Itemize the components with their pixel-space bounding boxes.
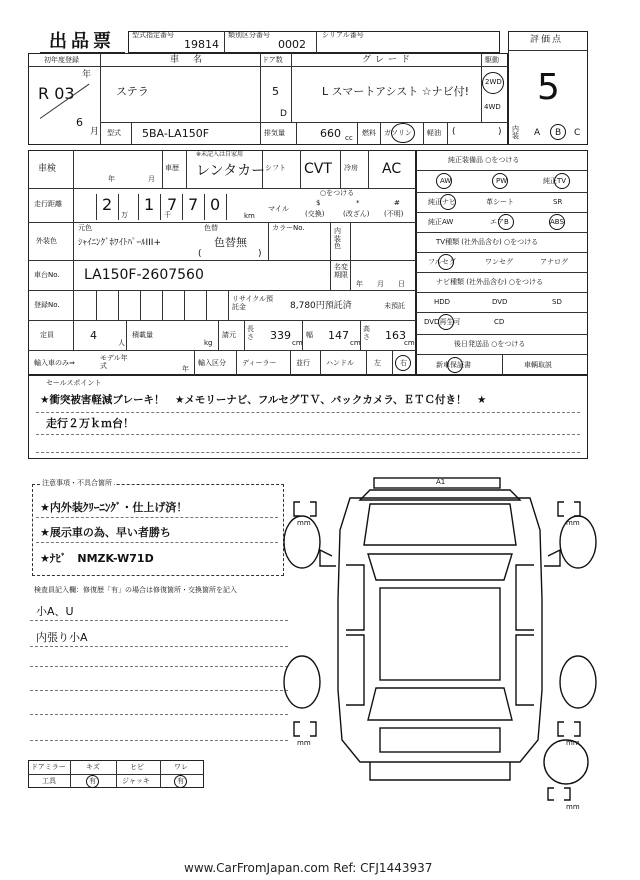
km-unit: km bbox=[244, 212, 255, 220]
model-label: 型式 bbox=[107, 129, 121, 137]
nav-circle bbox=[438, 314, 454, 330]
meter-unknown-sym: # bbox=[394, 199, 400, 207]
fuel-circle bbox=[391, 123, 415, 143]
mm-label: mm bbox=[297, 519, 311, 527]
mileage-digit: 0 bbox=[210, 195, 221, 214]
mm-label: mm bbox=[566, 519, 580, 527]
nav-cd: CD bbox=[494, 318, 505, 326]
div bbox=[73, 150, 74, 350]
rear-bumper bbox=[370, 762, 510, 780]
repaint: 色替無 bbox=[214, 236, 247, 249]
notes-item: ★展示車の為、早い者勝ち bbox=[40, 526, 171, 539]
notes-item: ★ﾅﾋﾞ NMZK-W71D bbox=[40, 552, 154, 565]
bracket bbox=[310, 722, 316, 736]
meter-mod: (改ざん) bbox=[343, 210, 370, 218]
name-change-label: 名変期限 bbox=[334, 263, 348, 279]
div bbox=[30, 740, 288, 741]
div bbox=[28, 260, 416, 261]
mileage-digit: 1 bbox=[144, 195, 155, 214]
body-outline bbox=[338, 498, 542, 762]
color-orig-label: 元色 bbox=[78, 224, 92, 232]
right-door-rear bbox=[516, 635, 534, 705]
drive-4wd: 4WD bbox=[484, 103, 501, 111]
drive-2wd: 2WD bbox=[485, 78, 502, 86]
inspector-item: 内張り小A bbox=[36, 631, 88, 644]
repaint-paren-close: ) bbox=[258, 249, 262, 259]
bracket bbox=[310, 502, 316, 516]
div bbox=[392, 350, 393, 375]
sales-line-1: ★衝突被害軽減ブレーキ！ ★メモリーナビ、フルセグＴＶ、バックカメラ、ＥＴＣ付き！ ★ bbox=[40, 394, 487, 406]
chassis: LA150F-2607560 bbox=[84, 267, 204, 283]
mileage-digit: 2 bbox=[102, 195, 113, 214]
sen-unit: 千 bbox=[164, 211, 171, 219]
div bbox=[182, 194, 183, 220]
displacement: 660 bbox=[320, 127, 341, 140]
car-name: ステラ bbox=[116, 85, 149, 98]
meter-swap: (交換) bbox=[305, 210, 325, 218]
div bbox=[140, 290, 141, 320]
capacity-label: 定員 bbox=[40, 331, 54, 339]
car-name-label: 車名 bbox=[170, 55, 217, 65]
a1-label: A1 bbox=[436, 478, 446, 486]
div bbox=[340, 150, 341, 188]
div bbox=[116, 760, 117, 788]
grade-label: グレード bbox=[362, 55, 415, 65]
recycle-unpaid: 未預託 bbox=[384, 302, 405, 310]
acc-circle bbox=[86, 775, 99, 788]
meter-unknown: (不明) bbox=[384, 210, 404, 218]
div bbox=[184, 290, 185, 320]
docs-warranty: 新車保証書 bbox=[436, 361, 471, 369]
diesel-paren: ( bbox=[452, 127, 456, 137]
shift: CVT bbox=[304, 161, 332, 177]
color-no-label: カラーNo. bbox=[272, 224, 305, 232]
inspector-label: 検査員記入欄：修復歴「有」の場合は修復箇所・交換箇所を記入 bbox=[34, 586, 237, 594]
doors-label: ドア数 bbox=[262, 56, 283, 64]
ac: AC bbox=[382, 161, 402, 177]
div bbox=[28, 320, 416, 321]
bracket bbox=[548, 788, 554, 800]
windshield bbox=[368, 554, 512, 580]
div bbox=[447, 122, 448, 145]
meter-mod-sym: * bbox=[356, 199, 360, 207]
div bbox=[30, 666, 288, 667]
div bbox=[300, 150, 301, 188]
div bbox=[330, 222, 331, 290]
div bbox=[36, 412, 580, 413]
doors-suffix: D bbox=[280, 109, 287, 119]
handle-right: 右 bbox=[400, 359, 407, 367]
docs-header: 後日発送品 ○をつける bbox=[454, 340, 526, 348]
roof bbox=[380, 588, 500, 680]
div bbox=[131, 122, 132, 145]
interior-label: 内装 bbox=[512, 125, 519, 141]
acc-jack-value: 有 bbox=[177, 777, 184, 785]
div bbox=[96, 194, 97, 220]
div bbox=[36, 434, 580, 435]
hood bbox=[364, 504, 516, 545]
fuel-label: 燃料 bbox=[362, 129, 376, 137]
type-no-label: 型式指定番号 bbox=[132, 31, 174, 39]
tv-analog: アナログ bbox=[540, 258, 568, 266]
exterior-color: ｼｬｲﾆﾝｸﾞﾎﾜｲﾄﾊﾟｰﾙIII+ bbox=[78, 238, 162, 248]
ac-label: 冷房 bbox=[344, 164, 358, 172]
equip-abs: ABS bbox=[550, 218, 564, 226]
type-no: 19814 bbox=[184, 38, 219, 51]
name-change-ymd: 年 月 日 bbox=[356, 280, 405, 288]
div bbox=[70, 760, 71, 788]
load-label: 積載量 bbox=[132, 331, 153, 339]
interior-b: B bbox=[555, 128, 562, 138]
usage: レンタカー bbox=[196, 163, 266, 179]
nav-dvd: DVD bbox=[492, 298, 508, 306]
wheel-rear-right bbox=[560, 656, 596, 708]
doors: 5 bbox=[272, 85, 279, 98]
eval-label: 評価点 bbox=[530, 35, 564, 45]
year-unit: 年 bbox=[82, 70, 92, 80]
length-label: 長さ bbox=[247, 325, 254, 341]
div bbox=[28, 350, 416, 351]
equip-circle bbox=[498, 214, 514, 230]
usage-note: ※未記入は自家用 bbox=[196, 151, 244, 158]
div bbox=[228, 290, 229, 320]
interior-circle bbox=[550, 124, 566, 140]
model: 5BA-LA150F bbox=[142, 127, 210, 140]
div bbox=[138, 194, 139, 220]
int-color-label: 内装色 bbox=[334, 227, 341, 251]
acc-crack: ヒビ bbox=[130, 763, 144, 771]
div bbox=[30, 714, 288, 715]
equip-circle bbox=[549, 214, 565, 230]
equip-circle bbox=[554, 173, 570, 189]
right-mirror bbox=[544, 550, 560, 566]
div bbox=[118, 290, 119, 320]
first-reg-month: 6 bbox=[76, 116, 83, 129]
div bbox=[236, 350, 237, 375]
claim-label: 請元 bbox=[222, 331, 236, 339]
car-damage-diagram bbox=[280, 470, 610, 810]
div bbox=[260, 53, 261, 145]
notes-label: 注意事項・不具合箇所 bbox=[42, 479, 112, 487]
mileage-digit: 7 bbox=[167, 195, 178, 214]
div bbox=[160, 194, 161, 220]
meter-swap-sym: $ bbox=[316, 199, 321, 207]
shift-label: シフト bbox=[265, 164, 286, 172]
div bbox=[28, 188, 416, 189]
equip-pw: PW bbox=[496, 177, 508, 185]
div bbox=[316, 31, 317, 53]
acc-jack: ジャッキ bbox=[122, 777, 150, 785]
div bbox=[502, 354, 503, 375]
nav-header: ナビ種類 (社外品含む) ○をつける bbox=[436, 278, 544, 286]
chassis-label: 車台No. bbox=[34, 271, 60, 279]
sheet-title: 出品票 bbox=[49, 31, 115, 52]
width-label: 幅 bbox=[306, 331, 313, 339]
div bbox=[36, 452, 580, 453]
acc-mirror: ドアミラー bbox=[31, 763, 66, 771]
diesel-paren-close: ) bbox=[498, 127, 502, 137]
length: 339 bbox=[270, 329, 291, 342]
mm-label: mm bbox=[566, 803, 580, 811]
div bbox=[162, 150, 163, 188]
bracket bbox=[558, 502, 564, 516]
div bbox=[126, 320, 127, 350]
bracket bbox=[294, 502, 300, 516]
div bbox=[290, 350, 291, 375]
drive-label: 駆動 bbox=[485, 56, 499, 64]
width: 147 bbox=[328, 329, 349, 342]
mileage-digit: 7 bbox=[188, 195, 199, 214]
std-header: 純正装備品 ○をつける bbox=[448, 156, 520, 164]
inspector-item: 小A、U bbox=[36, 605, 74, 618]
div bbox=[268, 222, 269, 260]
height: 163 bbox=[385, 329, 406, 342]
div bbox=[423, 122, 424, 145]
div bbox=[368, 150, 369, 188]
equip-airbag: エアB bbox=[490, 218, 509, 226]
equip-circle bbox=[492, 173, 508, 189]
grade: L スマートアシスト ☆ナビ付! bbox=[322, 85, 470, 98]
cc-unit: cc bbox=[345, 134, 353, 142]
div bbox=[291, 53, 292, 122]
recycle: 8,780円預託済 bbox=[290, 301, 352, 311]
month-unit: 月 bbox=[90, 127, 100, 137]
tailgate bbox=[380, 728, 500, 752]
docs-manual: 車輌取説 bbox=[524, 361, 552, 369]
div bbox=[96, 290, 97, 320]
equip-aw: AW bbox=[440, 177, 452, 185]
div bbox=[224, 31, 225, 53]
acc-tools: 工具 bbox=[42, 777, 56, 785]
equip-circle bbox=[436, 173, 452, 189]
mm-label: mm bbox=[566, 739, 580, 747]
tv-header: TV種類 (社外品含む) ○をつける bbox=[436, 238, 539, 246]
div bbox=[416, 334, 588, 335]
handle-circle bbox=[395, 355, 411, 371]
div bbox=[30, 646, 288, 647]
class-no: 0002 bbox=[278, 38, 306, 51]
bracket bbox=[294, 722, 300, 736]
div bbox=[416, 252, 588, 253]
div bbox=[28, 290, 416, 291]
repaint-label: 色替 bbox=[204, 224, 218, 232]
div bbox=[416, 292, 588, 293]
div bbox=[296, 122, 297, 145]
interior-c: C bbox=[574, 128, 581, 138]
div bbox=[416, 170, 588, 171]
div bbox=[30, 690, 288, 691]
reg-label: 登録No. bbox=[34, 301, 60, 309]
color-label: 外装色 bbox=[36, 237, 57, 245]
right-door-front bbox=[516, 565, 534, 630]
equip-leather: 革シート bbox=[486, 198, 514, 206]
import-cat-label: 輸入区分 bbox=[198, 359, 226, 367]
div bbox=[302, 320, 303, 350]
div bbox=[160, 760, 161, 788]
acc-scratch: キズ bbox=[86, 763, 100, 771]
acc-break: ワレ bbox=[174, 763, 188, 771]
bracket bbox=[564, 788, 570, 800]
bracket bbox=[574, 722, 580, 736]
div bbox=[206, 290, 207, 320]
fuel-diesel: 軽油 bbox=[427, 129, 441, 137]
equip-navi: 純正ナビ bbox=[428, 198, 456, 206]
sales-line-2: 走行２万ｋｍ台！ bbox=[46, 417, 134, 430]
div bbox=[360, 320, 361, 350]
div bbox=[481, 53, 482, 122]
div bbox=[508, 50, 588, 51]
div bbox=[366, 350, 367, 375]
nav-hdd: HDD bbox=[434, 298, 451, 306]
acc-circle bbox=[174, 775, 187, 788]
notes-item: ★内外装ｸﾘｰﾆﾝｸﾞ・仕上げ済！ bbox=[40, 501, 188, 514]
meter-label: マイル bbox=[268, 205, 289, 213]
div bbox=[416, 312, 588, 313]
recycle-label: リサイクル預託金 bbox=[232, 295, 274, 311]
left-mirror bbox=[320, 550, 336, 566]
shaken-year: 年 bbox=[108, 175, 115, 183]
div bbox=[320, 350, 321, 375]
div bbox=[162, 290, 163, 320]
usage-label: 車歴 bbox=[165, 164, 179, 172]
div bbox=[244, 320, 245, 350]
tv-oneseg: ワンセグ bbox=[485, 258, 513, 266]
div bbox=[204, 194, 205, 220]
first-reg-year: R 03 bbox=[38, 84, 75, 103]
parallel: 並行 bbox=[296, 359, 310, 367]
left-door-front bbox=[346, 565, 364, 630]
meter-note: ○をつける bbox=[320, 189, 355, 197]
div bbox=[416, 232, 588, 233]
capacity: 4 bbox=[90, 329, 97, 342]
docs-circle bbox=[447, 357, 463, 373]
div bbox=[357, 122, 358, 145]
bracket bbox=[574, 502, 580, 516]
acc-tools-value: 有 bbox=[89, 777, 96, 785]
interior-a: A bbox=[534, 128, 541, 138]
div bbox=[194, 350, 195, 375]
height-cm: cm bbox=[404, 339, 415, 347]
equip-std-aw: 純正AW bbox=[428, 218, 454, 226]
equip-tv: 純正TV bbox=[543, 177, 567, 185]
mileage-label: 走行距離 bbox=[34, 200, 62, 208]
div bbox=[226, 194, 227, 220]
tv-circle bbox=[438, 254, 454, 270]
div bbox=[28, 222, 416, 223]
handle-left: 左 bbox=[374, 359, 381, 367]
model-year-suffix: 年 bbox=[182, 365, 189, 373]
div bbox=[36, 542, 278, 543]
displacement-label: 排気量 bbox=[264, 129, 285, 137]
div bbox=[100, 53, 101, 145]
footer-watermark: www.CarFromJapan.com Ref: CFJ1443937 bbox=[184, 861, 433, 875]
div bbox=[350, 222, 351, 290]
div bbox=[380, 122, 381, 145]
div bbox=[416, 272, 588, 273]
person-unit: 人 bbox=[118, 339, 125, 347]
bracket bbox=[558, 722, 564, 736]
div bbox=[30, 620, 288, 621]
nav-dvd-play: DVD再生可 bbox=[424, 318, 461, 326]
repaint-paren: ( bbox=[198, 249, 202, 259]
import-label: 輸入車のみ⇒ bbox=[34, 359, 75, 367]
dealer: ディーラー bbox=[242, 359, 277, 367]
fuel-gas: ガソリン bbox=[384, 129, 412, 137]
div bbox=[416, 192, 588, 193]
kg-unit: kg bbox=[204, 339, 213, 347]
shaken-month: 月 bbox=[148, 175, 155, 183]
shaken-label: 車検 bbox=[38, 164, 57, 174]
left-door-rear bbox=[346, 635, 364, 705]
mm-label: mm bbox=[297, 739, 311, 747]
div bbox=[218, 320, 219, 350]
wheel-rear-left bbox=[284, 656, 320, 708]
model-year-label: モデル年式 bbox=[100, 354, 128, 371]
div bbox=[118, 194, 119, 220]
handle-label: ハンドル bbox=[326, 359, 354, 367]
div bbox=[186, 150, 187, 188]
equip-circle bbox=[440, 194, 456, 210]
width-cm: cm bbox=[350, 339, 361, 347]
rear-window bbox=[368, 688, 512, 720]
class-no-label: 類別区分番号 bbox=[228, 31, 270, 39]
eval-score: 5 bbox=[537, 67, 560, 108]
man-unit: 万 bbox=[121, 211, 128, 219]
serial-label: シリアル番号 bbox=[322, 31, 364, 39]
sales-label: セールスポイント bbox=[46, 379, 102, 387]
length-cm: cm bbox=[292, 339, 303, 347]
nav-sd: SD bbox=[552, 298, 562, 306]
div bbox=[36, 517, 278, 518]
div bbox=[416, 212, 588, 213]
tv-fullseg: フルセグ bbox=[428, 258, 456, 266]
equip-sr: SR bbox=[553, 198, 563, 206]
height-label: 高さ bbox=[363, 325, 370, 341]
first-reg-label: 初年度登録 bbox=[44, 56, 79, 64]
